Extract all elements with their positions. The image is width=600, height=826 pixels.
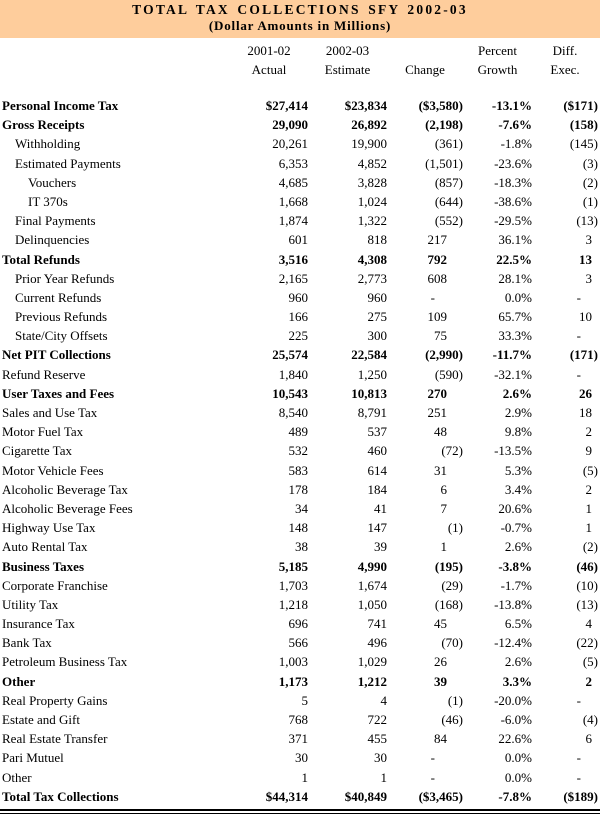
table-row bbox=[0, 480, 600, 499]
col-header-change-spacer bbox=[387, 41, 463, 60]
cell-change: 26 bbox=[434, 654, 447, 670]
row-label: Personal Income Tax bbox=[2, 98, 119, 113]
cell-growth: 0.0% bbox=[504, 289, 532, 305]
cell-growth: 33.3% bbox=[498, 328, 532, 344]
cell-change: 6 bbox=[440, 481, 447, 497]
cell-actual: 5 bbox=[301, 692, 308, 708]
row-label: Estimated Payments bbox=[15, 155, 121, 171]
table-row bbox=[0, 96, 600, 115]
cell-change: (70) bbox=[441, 635, 463, 651]
table-row bbox=[0, 748, 600, 767]
cell-change: 217 bbox=[427, 232, 447, 248]
cell-change: - bbox=[430, 750, 435, 766]
header-spacer bbox=[0, 41, 230, 60]
column-header-line2 bbox=[0, 60, 600, 79]
cell-actual: 29,090 bbox=[272, 117, 308, 133]
cell-diff: (46) bbox=[576, 558, 598, 574]
cell-estimate: 1 bbox=[380, 769, 387, 785]
cell-growth: -1.8% bbox=[500, 136, 532, 152]
cell-estimate: 3,828 bbox=[357, 174, 387, 190]
cell-growth: -12.4% bbox=[494, 635, 532, 651]
table-row bbox=[0, 384, 600, 403]
cell-growth: -32.1% bbox=[494, 366, 532, 382]
cell-estimate: 537 bbox=[367, 424, 387, 440]
cell-estimate: 39 bbox=[374, 539, 387, 555]
cell-diff: (22) bbox=[576, 635, 598, 651]
cell-actual: $44,314 bbox=[265, 788, 308, 804]
cell-estimate: 818 bbox=[367, 232, 387, 248]
row-label: Bank Tax bbox=[2, 635, 52, 651]
table-row bbox=[0, 672, 600, 691]
cell-estimate: 4,990 bbox=[357, 558, 387, 574]
cell-estimate: 147 bbox=[367, 520, 387, 536]
header-body-gap bbox=[0, 79, 600, 96]
cell-diff: (10) bbox=[576, 577, 598, 593]
row-label: Alcoholic Beverage Tax bbox=[2, 481, 128, 497]
cell-estimate: 960 bbox=[367, 289, 387, 305]
cell-change: 84 bbox=[434, 731, 447, 747]
cell-actual: 1,668 bbox=[278, 193, 308, 209]
cell-diff: 2 bbox=[585, 481, 592, 497]
cell-change: 7 bbox=[440, 500, 447, 516]
table-row bbox=[0, 154, 600, 173]
cell-estimate: 22,584 bbox=[351, 347, 387, 363]
table-row bbox=[0, 787, 600, 806]
row-label: Total Tax Collections bbox=[2, 788, 119, 804]
cell-diff: (158) bbox=[569, 117, 598, 133]
cell-growth: 6.5% bbox=[504, 616, 532, 632]
table-row bbox=[0, 422, 600, 441]
cell-change: (590) bbox=[434, 366, 463, 382]
cell-growth: -13.8% bbox=[494, 596, 532, 612]
cell-actual: 768 bbox=[288, 712, 308, 727]
row-label: Net PIT Collections bbox=[2, 347, 111, 363]
row-label: Alcoholic Beverage Fees bbox=[2, 500, 133, 516]
cell-actual: 960 bbox=[288, 289, 308, 305]
row-label: IT 370s bbox=[28, 193, 68, 209]
cell-actual: 10,543 bbox=[272, 385, 308, 401]
cell-change: ($3,580) bbox=[418, 98, 463, 113]
table-row bbox=[0, 288, 600, 307]
col-header-change: Change bbox=[405, 62, 445, 77]
cell-diff: (2) bbox=[582, 174, 598, 190]
table-row bbox=[0, 173, 600, 192]
cell-diff: - bbox=[576, 328, 581, 344]
row-label: Petroleum Business Tax bbox=[2, 654, 128, 670]
cell-estimate: 1,024 bbox=[357, 193, 387, 209]
cell-actual: 25,574 bbox=[272, 347, 308, 363]
col-header-estimate: Estimate bbox=[324, 62, 371, 77]
cell-growth: 0.0% bbox=[504, 769, 532, 785]
cell-growth: 2.9% bbox=[504, 405, 532, 420]
row-label: Utility Tax bbox=[2, 596, 59, 612]
cell-growth: -13.1% bbox=[491, 98, 532, 113]
cell-change: 608 bbox=[427, 270, 447, 286]
row-label: Corporate Franchise bbox=[2, 577, 108, 593]
row-label: Current Refunds bbox=[15, 289, 102, 305]
cell-actual: 166 bbox=[288, 309, 308, 325]
cell-growth: 9.8% bbox=[504, 424, 532, 440]
cell-diff: 3 bbox=[585, 270, 592, 286]
row-label: Estate and Gift bbox=[2, 712, 80, 727]
row-label: Insurance Tax bbox=[2, 616, 75, 632]
cell-actual: 583 bbox=[288, 462, 308, 478]
row-label: Cigarette Tax bbox=[2, 443, 72, 459]
cell-actual: 4,685 bbox=[278, 174, 308, 190]
cell-diff: 2 bbox=[585, 424, 592, 440]
title-band bbox=[0, 0, 600, 38]
cell-diff: (13) bbox=[576, 213, 598, 229]
table-row bbox=[0, 365, 600, 384]
cell-diff: 1 bbox=[585, 520, 592, 536]
cell-actual: 6,353 bbox=[278, 155, 308, 171]
cell-growth: -13.5% bbox=[494, 443, 532, 459]
cell-growth: -20.0% bbox=[494, 692, 532, 708]
row-label: Total Refunds bbox=[2, 251, 80, 267]
cell-change: (644) bbox=[434, 193, 463, 209]
cell-estimate: 1,050 bbox=[357, 596, 387, 612]
table-row bbox=[0, 230, 600, 249]
cell-growth: 22.5% bbox=[496, 251, 532, 267]
row-label: Sales and Use Tax bbox=[2, 405, 98, 420]
cell-growth: -38.6% bbox=[494, 193, 532, 209]
cell-growth: 20.6% bbox=[498, 500, 532, 516]
cell-change: (195) bbox=[434, 558, 463, 574]
cell-diff: 6 bbox=[585, 731, 592, 747]
cell-estimate: 1,250 bbox=[357, 366, 387, 382]
cell-change: (168) bbox=[434, 596, 463, 612]
cell-estimate: 41 bbox=[374, 500, 387, 516]
table-row bbox=[0, 403, 600, 422]
table-row bbox=[0, 461, 600, 480]
row-label: Auto Rental Tax bbox=[2, 539, 88, 555]
cell-change: (46) bbox=[441, 712, 463, 727]
col-header-estimate-year: 2002-03 bbox=[325, 43, 370, 58]
table-row bbox=[0, 269, 600, 288]
cell-diff: 2 bbox=[585, 673, 592, 689]
table-row bbox=[0, 499, 600, 518]
cell-estimate: 722 bbox=[367, 712, 387, 727]
cell-estimate: $23,834 bbox=[344, 98, 387, 113]
cell-diff: 3 bbox=[585, 232, 592, 248]
report-title: TOTAL TAX COLLECTIONS SFY 2002-03 bbox=[132, 2, 468, 17]
cell-actual: 1,173 bbox=[278, 673, 308, 689]
cell-estimate: 1,212 bbox=[357, 673, 387, 689]
cell-diff: (5) bbox=[582, 654, 598, 670]
cell-actual: 34 bbox=[295, 500, 308, 516]
cell-actual: 8,540 bbox=[278, 405, 308, 420]
cell-actual: 566 bbox=[288, 635, 308, 651]
cell-actual: 1 bbox=[301, 769, 308, 785]
cell-change: 270 bbox=[427, 385, 447, 401]
cell-change: - bbox=[430, 289, 435, 305]
cell-actual: 30 bbox=[295, 750, 308, 766]
cell-estimate: 496 bbox=[367, 635, 387, 651]
row-label: Other bbox=[2, 769, 32, 785]
table-row bbox=[0, 134, 600, 153]
cell-change: (361) bbox=[434, 136, 463, 152]
col-header-growth: Growth bbox=[477, 62, 518, 77]
row-label: Pari Mutuel bbox=[2, 750, 64, 766]
table-row bbox=[0, 250, 600, 269]
cell-estimate: 4 bbox=[380, 692, 387, 708]
cell-change: ($3,465) bbox=[418, 788, 463, 804]
cell-actual: 5,185 bbox=[278, 558, 308, 574]
cell-diff: 26 bbox=[579, 385, 592, 401]
bottom-double-rule bbox=[0, 809, 600, 814]
cell-actual: 178 bbox=[288, 481, 308, 497]
cell-change: 39 bbox=[434, 673, 447, 689]
row-label: Refund Reserve bbox=[2, 366, 86, 382]
row-label: State/City Offsets bbox=[15, 328, 108, 344]
table-row bbox=[0, 115, 600, 134]
cell-estimate: 30 bbox=[374, 750, 387, 766]
cell-growth: -29.5% bbox=[494, 213, 532, 229]
row-label: Prior Year Refunds bbox=[15, 270, 115, 286]
cell-growth: -11.7% bbox=[492, 347, 532, 363]
col-header-percent: Percent bbox=[478, 43, 517, 58]
cell-growth: -18.3% bbox=[494, 174, 532, 190]
table-row bbox=[0, 652, 600, 671]
cell-change: (72) bbox=[441, 443, 463, 459]
row-label: Motor Vehicle Fees bbox=[2, 462, 104, 478]
cell-estimate: $40,849 bbox=[344, 788, 387, 804]
cell-change: - bbox=[430, 769, 435, 785]
cell-actual: 20,261 bbox=[272, 136, 308, 152]
cell-growth: 28.1% bbox=[498, 270, 532, 286]
cell-growth: 2.6% bbox=[502, 385, 532, 401]
cell-diff: - bbox=[576, 769, 581, 785]
cell-change: (2,990) bbox=[425, 347, 463, 363]
cell-diff: 1 bbox=[585, 500, 592, 516]
col-header-diff: Diff. bbox=[552, 43, 578, 58]
cell-growth: 2.6% bbox=[504, 539, 532, 555]
cell-actual: 601 bbox=[288, 232, 308, 248]
cell-change: (552) bbox=[434, 213, 463, 229]
table-row bbox=[0, 518, 600, 537]
table-row bbox=[0, 307, 600, 326]
row-label: Highway Use Tax bbox=[2, 520, 96, 536]
cell-estimate: 19,900 bbox=[351, 136, 387, 152]
cell-change: 251 bbox=[427, 405, 447, 420]
cell-estimate: 614 bbox=[367, 462, 387, 478]
row-label: Gross Receipts bbox=[2, 117, 85, 133]
cell-growth: -1.7% bbox=[500, 577, 532, 593]
cell-actual: 1,874 bbox=[278, 213, 308, 229]
table-row bbox=[0, 691, 600, 710]
cell-estimate: 275 bbox=[367, 309, 387, 325]
cell-diff: 10 bbox=[579, 309, 592, 325]
cell-growth: 3.3% bbox=[502, 673, 532, 689]
cell-growth: -6.0% bbox=[500, 712, 532, 727]
col-header-exec: Exec. bbox=[550, 62, 580, 77]
cell-diff: 4 bbox=[585, 616, 592, 632]
cell-change: (2,198) bbox=[425, 117, 463, 133]
table-row bbox=[0, 557, 600, 576]
cell-estimate: 1,029 bbox=[357, 654, 387, 670]
table-row bbox=[0, 211, 600, 230]
column-header-line1 bbox=[0, 41, 600, 60]
cell-growth: -7.6% bbox=[498, 117, 532, 133]
header-spacer bbox=[0, 60, 230, 79]
cell-diff: ($189) bbox=[563, 788, 598, 804]
cell-estimate: 2,773 bbox=[357, 270, 387, 286]
cell-actual: 489 bbox=[288, 424, 308, 440]
cell-diff: (4) bbox=[582, 712, 598, 727]
cell-change: 792 bbox=[427, 251, 447, 267]
cell-growth: 2.6% bbox=[504, 654, 532, 670]
cell-actual: 3,516 bbox=[278, 251, 308, 267]
table-row bbox=[0, 345, 600, 364]
table-row bbox=[0, 192, 600, 211]
cell-change: 1 bbox=[440, 539, 447, 555]
cell-change: 31 bbox=[434, 462, 447, 478]
table-row bbox=[0, 537, 600, 556]
cell-diff: 18 bbox=[579, 405, 592, 420]
cell-growth: 3.4% bbox=[504, 481, 532, 497]
row-label: Withholding bbox=[15, 136, 81, 152]
cell-estimate: 184 bbox=[367, 481, 387, 497]
cell-diff: (171) bbox=[569, 347, 598, 363]
cell-estimate: 26,892 bbox=[351, 117, 387, 133]
cell-estimate: 8,791 bbox=[357, 405, 387, 420]
row-label: User Taxes and Fees bbox=[2, 385, 115, 401]
cell-estimate: 1,322 bbox=[357, 213, 387, 229]
cell-growth: 22.6% bbox=[498, 731, 532, 747]
table-row bbox=[0, 633, 600, 652]
cell-estimate: 1,674 bbox=[357, 577, 387, 593]
cell-growth: 36.1% bbox=[498, 232, 532, 248]
cell-estimate: 460 bbox=[367, 443, 387, 459]
row-label: Real Property Gains bbox=[2, 692, 108, 708]
cell-estimate: 300 bbox=[367, 328, 387, 344]
cell-change: (1) bbox=[447, 520, 463, 536]
cell-actual: 2,165 bbox=[278, 270, 308, 286]
cell-diff: - bbox=[576, 750, 581, 766]
col-header-actual: Actual bbox=[251, 62, 287, 77]
cell-change: 45 bbox=[434, 616, 447, 632]
table-row bbox=[0, 729, 600, 748]
table-row bbox=[0, 710, 600, 729]
cell-diff: (13) bbox=[576, 596, 598, 612]
cell-change: 48 bbox=[434, 424, 447, 440]
cell-actual: $27,414 bbox=[265, 98, 308, 113]
cell-diff: ($171) bbox=[563, 98, 598, 113]
cell-actual: 532 bbox=[288, 443, 308, 459]
cell-diff: (2) bbox=[582, 539, 598, 555]
row-label: Final Payments bbox=[15, 213, 96, 229]
cell-growth: 5.3% bbox=[504, 462, 532, 478]
cell-actual: 1,218 bbox=[278, 596, 308, 612]
table-row bbox=[0, 326, 600, 345]
cell-change: 109 bbox=[427, 309, 447, 325]
rule-thin bbox=[0, 813, 600, 814]
cell-change: (29) bbox=[441, 577, 463, 593]
cell-actual: 371 bbox=[288, 731, 308, 747]
cell-growth: -7.8% bbox=[498, 788, 532, 804]
cell-change: 75 bbox=[434, 328, 447, 344]
cell-growth: -3.8% bbox=[498, 558, 532, 574]
cell-diff: - bbox=[576, 692, 581, 708]
cell-estimate: 10,813 bbox=[351, 385, 387, 401]
cell-estimate: 4,852 bbox=[357, 155, 387, 171]
cell-actual: 696 bbox=[288, 616, 308, 632]
cell-actual: 38 bbox=[295, 539, 308, 555]
cell-diff: (1) bbox=[582, 193, 598, 209]
row-label: Delinquencies bbox=[15, 232, 90, 248]
cell-actual: 148 bbox=[288, 520, 308, 536]
cell-estimate: 741 bbox=[367, 616, 387, 632]
table-row bbox=[0, 441, 600, 460]
col-header-actual-year: 2001-02 bbox=[247, 43, 291, 58]
cell-diff: (145) bbox=[569, 136, 598, 152]
table-row bbox=[0, 576, 600, 595]
row-label: Real Estate Transfer bbox=[2, 731, 108, 747]
cell-change: (857) bbox=[434, 174, 463, 190]
cell-diff: - bbox=[576, 289, 581, 305]
table-row bbox=[0, 595, 600, 614]
cell-growth: -23.6% bbox=[494, 155, 532, 171]
cell-change: (1,501) bbox=[425, 155, 463, 171]
cell-estimate: 4,308 bbox=[357, 251, 387, 267]
cell-diff: 9 bbox=[585, 443, 592, 459]
table-row bbox=[0, 768, 600, 787]
cell-growth: 65.7% bbox=[498, 309, 532, 325]
cell-actual: 1,840 bbox=[278, 366, 308, 382]
cell-estimate: 455 bbox=[367, 731, 387, 747]
table-row bbox=[0, 614, 600, 633]
row-label: Previous Refunds bbox=[15, 309, 108, 325]
column-headers bbox=[0, 41, 600, 79]
cell-diff: 13 bbox=[579, 251, 592, 267]
row-label: Motor Fuel Tax bbox=[2, 424, 84, 440]
table-body bbox=[0, 96, 600, 806]
cell-change: (1) bbox=[447, 692, 463, 708]
cell-growth: -0.7% bbox=[500, 520, 532, 536]
cell-actual: 1,703 bbox=[278, 577, 308, 593]
cell-diff: - bbox=[576, 366, 581, 382]
cell-actual: 1,003 bbox=[278, 654, 308, 670]
row-label: Vouchers bbox=[28, 174, 77, 190]
cell-diff: (5) bbox=[582, 462, 598, 478]
report-subtitle: (Dollar Amounts in Millions) bbox=[208, 18, 392, 33]
row-label: Business Taxes bbox=[2, 558, 85, 574]
cell-diff: (3) bbox=[582, 155, 598, 171]
row-label: Other bbox=[2, 673, 36, 689]
cell-growth: 0.0% bbox=[504, 750, 532, 766]
cell-actual: 225 bbox=[288, 328, 308, 344]
